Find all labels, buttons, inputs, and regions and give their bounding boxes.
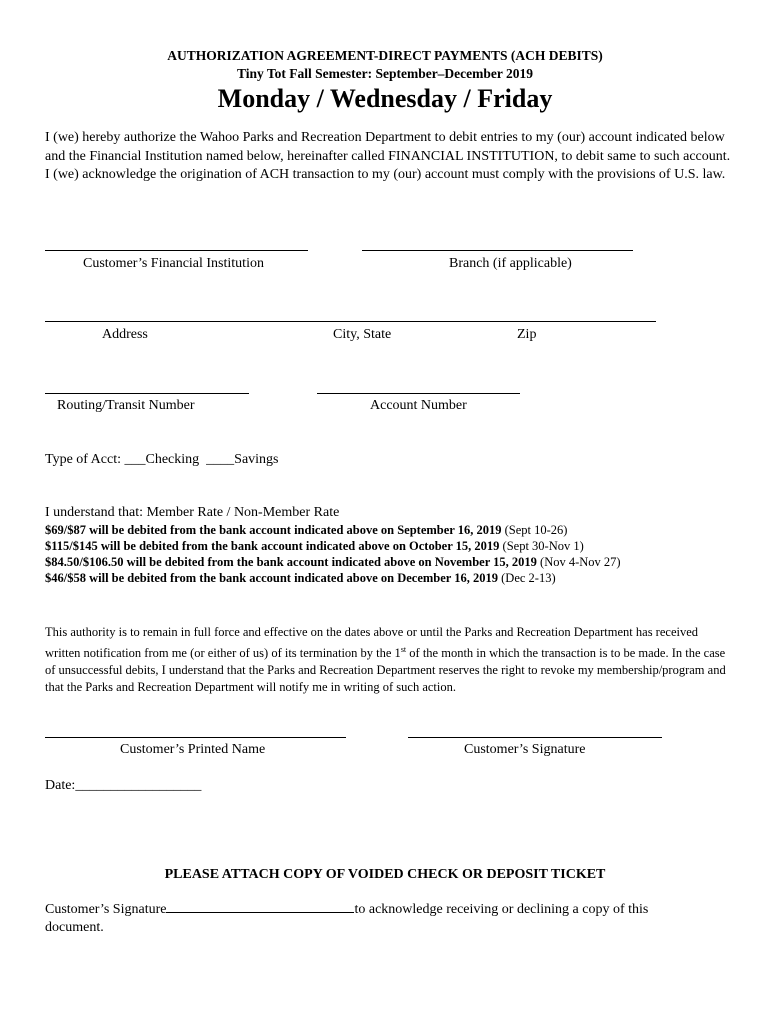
- rate-item: $69/$87 will be debited from the bank account indicated above on September 16, 2019 (Sept 10-26): [45, 523, 568, 537]
- address-label: Address: [102, 327, 148, 342]
- checking-blank[interactable]: ___: [124, 452, 146, 467]
- rate-item: $84.50/$106.50 will be debited from the bank account indicated above on November 15, 2019 (Nov 4-Nov 27): [45, 555, 621, 569]
- attach-notice: PLEASE ATTACH COPY OF VOIDED CHECK OR DEPOSIT TICKET: [164, 867, 606, 882]
- account-type-row: [45, 452, 279, 468]
- semester-subtitle: Tiny Tot Fall Semester: September–December 2019: [236, 66, 534, 81]
- financial-institution-line[interactable]: [45, 250, 308, 251]
- date-row: [45, 778, 201, 794]
- checking-label: Checking: [145, 452, 200, 467]
- account-line[interactable]: [317, 393, 520, 394]
- form-title: AUTHORIZATION AGREEMENT-DIRECT PAYMENTS (ACH DEBITS): [167, 48, 603, 63]
- savings-blank[interactable]: ____: [206, 452, 235, 467]
- city-state-label: City, State: [333, 327, 392, 342]
- signature-label: Customer’s Signature: [464, 742, 586, 757]
- branch-line[interactable]: [362, 250, 633, 251]
- rates-intro: I understand that: Member Rate / Non-Member Rate: [45, 505, 340, 520]
- signature-line[interactable]: [408, 737, 662, 738]
- acknowledge-text: to acknowledge receiving or declining a copy of this: [354, 902, 649, 917]
- financial-institution-label: Customer’s Financial Institution: [83, 256, 264, 271]
- acknowledge-label: Customer’s Signature: [45, 902, 167, 917]
- rates-list: [45, 522, 621, 586]
- days-heading: Monday / Wednesday / Friday: [217, 84, 553, 113]
- routing-label: Routing/Transit Number: [57, 398, 195, 413]
- printed-name-line[interactable]: [45, 737, 346, 738]
- authorization-paragraph: I (we) hereby authorize the Wahoo Parks and Recreation Department to debit entries to my (our) account indicated below and the Financial Institution named below, hereinafter called FINANCIAL INSTITUTION, to debit same to such account. I (we) acknowledge the origination of ACH transaction to my (our) account must comply with the provisions of U.S. law.: [45, 130, 731, 182]
- rate-item: $115/$145 will be debited from the bank account indicated above on October 15, 2019 (Sept 30-Nov 1): [45, 539, 584, 553]
- date-blank[interactable]: __________________: [75, 778, 202, 793]
- date-label: Date:: [45, 778, 76, 793]
- zip-label: Zip: [517, 327, 537, 342]
- account-type-label: Type of Acct:: [45, 452, 125, 467]
- routing-line[interactable]: [45, 393, 249, 394]
- account-label: Account Number: [370, 398, 467, 413]
- authority-paragraph: This authority is to remain in full force and effective on the dates above or until the Parks and Recreation Department has received written notification from me (or either of us) of its termination by the 1st of the month in which the transaction is to be made. In the case of unsuccessful debits, I understand that the Parks and Recreation Department reserves the right to revoke my membership/program and that the Parks and Recreation Department will notify me in writing of such action.: [45, 625, 726, 695]
- savings-label: Savings: [234, 452, 279, 467]
- acknowledge-signature-blank[interactable]: [166, 912, 354, 913]
- rate-item: $46/$58 will be debited from the bank account indicated above on December 16, 2019 (Dec 2-13): [45, 571, 556, 585]
- acknowledge-text-continued: document.: [45, 920, 104, 935]
- printed-name-label: Customer’s Printed Name: [120, 742, 266, 757]
- address-line[interactable]: [45, 321, 656, 322]
- branch-label: Branch (if applicable): [449, 256, 572, 271]
- acknowledge-row: [45, 902, 648, 918]
